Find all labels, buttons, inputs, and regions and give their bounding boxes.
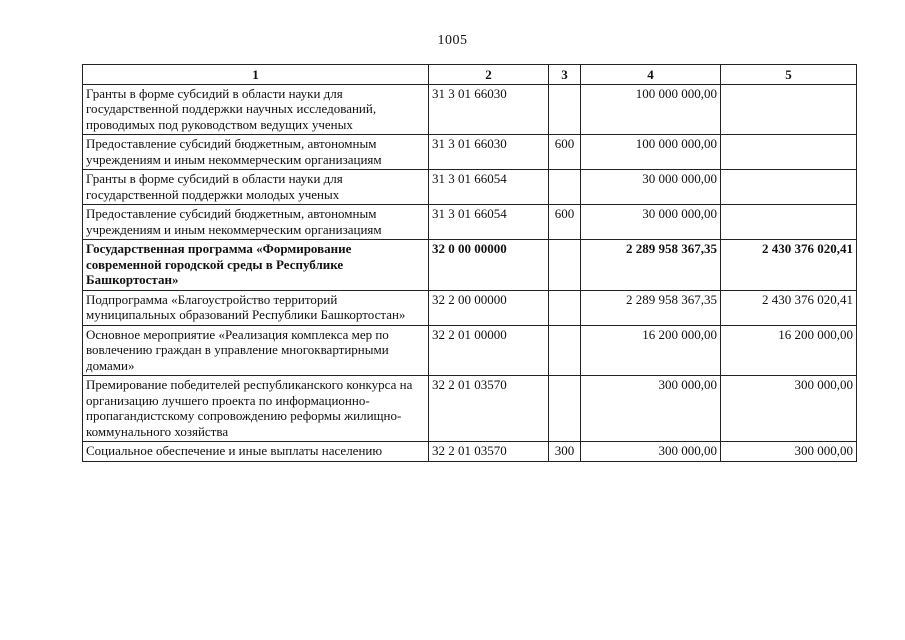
row-expense-type-cell — [549, 240, 581, 291]
row-code-cell: 32 2 01 03570 — [429, 442, 549, 462]
row-amount-2-cell: 2 430 376 020,41 — [721, 240, 857, 291]
table-row — [83, 84, 857, 135]
row-amount-1-cell: 2 289 958 367,35 — [581, 290, 721, 325]
row-name-cell: Государственная программа «Формирование современной городской среды в Республике Башкортостан» — [83, 240, 429, 291]
row-name-cell: Подпрограмма «Благоустройство территорий муниципальных образований Республики Башкортостан» — [83, 290, 429, 325]
row-name-cell: Основное мероприятие «Реализация комплекса мер по вовлечению граждан в управление многоквартирными домами» — [83, 325, 429, 376]
row-expense-type-cell — [549, 84, 581, 135]
row-name-cell: Социальное обеспечение и иные выплаты населению — [83, 442, 429, 462]
column-header-expense-type: 3 — [549, 65, 581, 85]
row-expense-type-cell: 600 — [549, 205, 581, 240]
row-amount-2-cell — [721, 135, 857, 170]
row-expense-type-cell — [549, 170, 581, 205]
row-code-cell: 31 3 01 66030 — [429, 84, 549, 135]
table-row — [83, 376, 857, 442]
column-header-name: 1 — [83, 65, 429, 85]
row-amount-1-cell: 300 000,00 — [581, 376, 721, 442]
row-code-cell: 31 3 01 66054 — [429, 205, 549, 240]
row-amount-2-cell — [721, 205, 857, 240]
row-amount-1-cell: 30 000 000,00 — [581, 170, 721, 205]
row-amount-2-cell — [721, 170, 857, 205]
table-row — [83, 205, 857, 240]
row-amount-1-cell: 30 000 000,00 — [581, 205, 721, 240]
row-amount-2-cell: 16 200 000,00 — [721, 325, 857, 376]
row-code-cell: 32 2 01 03570 — [429, 376, 549, 442]
budget-table — [82, 64, 857, 462]
row-amount-1-cell: 16 200 000,00 — [581, 325, 721, 376]
table-header-row — [83, 65, 857, 85]
row-name-cell: Гранты в форме субсидий в области науки для государственной поддержки научных исследований, проводимых под руководством ведущих ученых — [83, 84, 429, 135]
row-name-cell: Гранты в форме субсидий в области науки для государственной поддержки молодых ученых — [83, 170, 429, 205]
column-header-amount-2: 5 — [721, 65, 857, 85]
page-number: 1005 — [437, 33, 468, 48]
row-amount-1-cell: 300 000,00 — [581, 442, 721, 462]
row-amount-2-cell: 300 000,00 — [721, 442, 857, 462]
table-row — [83, 442, 857, 462]
table-row — [83, 170, 857, 205]
table-row — [83, 240, 857, 291]
row-code-cell: 32 0 00 00000 — [429, 240, 549, 291]
row-expense-type-cell — [549, 376, 581, 442]
row-code-cell: 32 2 00 00000 — [429, 290, 549, 325]
row-amount-1-cell: 100 000 000,00 — [581, 135, 721, 170]
row-expense-type-cell — [549, 290, 581, 325]
row-code-cell: 32 2 01 00000 — [429, 325, 549, 376]
column-header-code: 2 — [429, 65, 549, 85]
table-row — [83, 290, 857, 325]
table-body — [83, 84, 857, 461]
table-row — [83, 135, 857, 170]
row-name-cell: Предоставление субсидий бюджетным, автономным учреждениям и иным некоммерческим организациям — [83, 205, 429, 240]
row-amount-1-cell: 100 000 000,00 — [581, 84, 721, 135]
row-amount-2-cell: 300 000,00 — [721, 376, 857, 442]
table-row — [83, 325, 857, 376]
row-code-cell: 31 3 01 66054 — [429, 170, 549, 205]
row-name-cell: Предоставление субсидий бюджетным, автономным учреждениям и иным некоммерческим организациям — [83, 135, 429, 170]
row-expense-type-cell: 600 — [549, 135, 581, 170]
row-amount-2-cell — [721, 84, 857, 135]
row-expense-type-cell: 300 — [549, 442, 581, 462]
row-code-cell: 31 3 01 66030 — [429, 135, 549, 170]
row-expense-type-cell — [549, 325, 581, 376]
row-amount-1-cell: 2 289 958 367,35 — [581, 240, 721, 291]
row-amount-2-cell: 2 430 376 020,41 — [721, 290, 857, 325]
row-name-cell: Премирование победителей республиканского конкурса на организацию лучшего проекта по информационно-пропагандистскому сопровождению реформы жилищно-коммунального хозяйства — [83, 376, 429, 442]
column-header-amount-1: 4 — [581, 65, 721, 85]
